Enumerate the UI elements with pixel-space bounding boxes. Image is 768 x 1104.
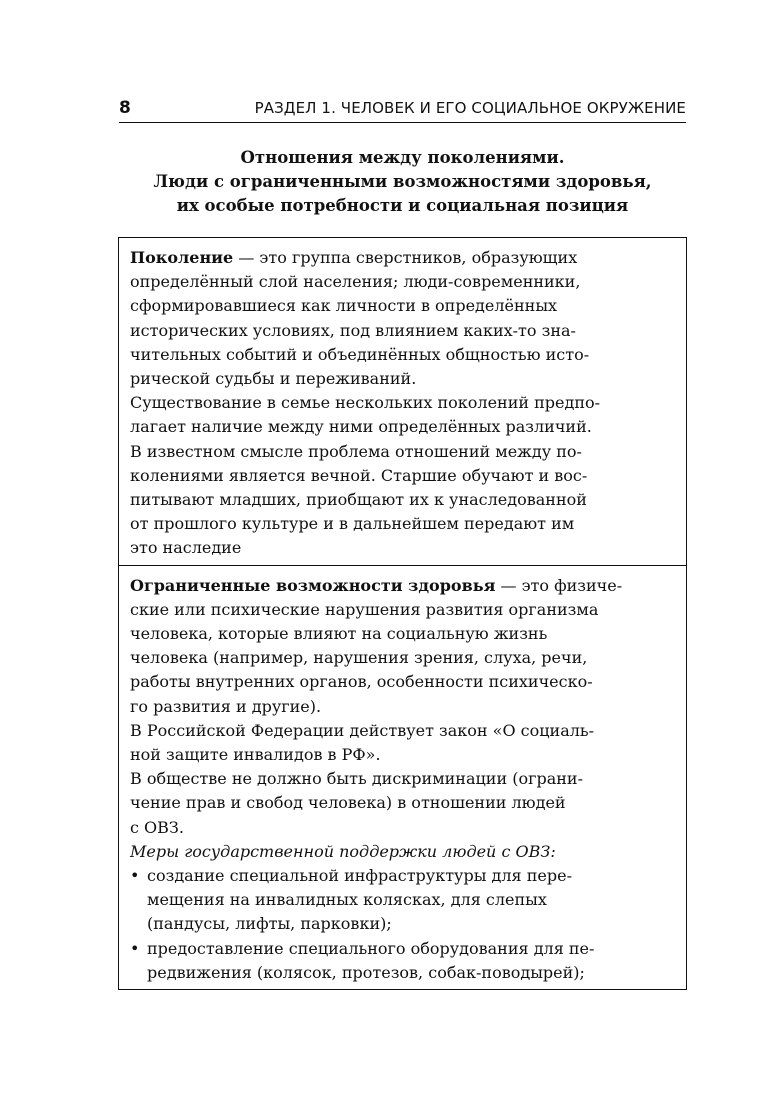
discrimination-text-line: с ОВЗ. — [130, 817, 184, 837]
page-header — [119, 92, 686, 123]
disability-definition-text: — это физиче- — [495, 575, 623, 595]
topic-heading-line: их особые потребности и социальная позиция — [176, 196, 629, 215]
law-text-line: ной защите инвалидов в РФ». — [130, 745, 381, 765]
disability-term: Ограниченные возможности здоровья — [130, 575, 496, 595]
disability-definition-line: го развития и другие). — [130, 696, 322, 716]
list-item — [130, 864, 676, 937]
generation-cell — [119, 238, 686, 565]
section-title: РАЗДЕЛ 1. ЧЕЛОВЕК И ЕГО СОЦИАЛЬНОЕ ОКРУЖЕНИЕ — [254, 99, 686, 117]
generation-definition-line: рической судьбы и переживаний. — [130, 369, 417, 389]
support-measures-heading: Меры государственной поддержки людей с ОВЗ: — [130, 841, 556, 861]
generation-definition-line: чительных событий и объединённых общностью исто- — [130, 344, 590, 364]
generation-text-line: от прошлого культуре и в дальнейшем передают им — [130, 514, 575, 534]
bullet-icon: • — [130, 866, 140, 886]
generation-definition-line — [130, 246, 676, 270]
disability-definition-line: человека, которые влияют на социальную жизнь — [130, 624, 548, 644]
generation-text-line: это наследие — [130, 538, 242, 558]
list-item-text: создание специальной инфраструктуры для пере- — [147, 866, 572, 886]
topic-heading-line: Отношения между поколениями. — [240, 148, 565, 167]
generation-definition-line: определённый слой населения; люди-современники, — [130, 272, 581, 292]
generation-text-line: лагает наличие между ними определённых различий. — [130, 417, 592, 437]
law-text-line: В Российской Федерации действует закон «О социаль- — [130, 720, 595, 740]
generation-definition-line: сформировавшиеся как личности в определённых — [130, 296, 558, 316]
topic-heading-line: Люди с ограниченными возможностями здоровья, — [153, 172, 652, 191]
page-number: 8 — [119, 98, 131, 118]
list-item-text: мещения на инвалидных колясках, для слепых — [147, 890, 547, 910]
disability-definition-line: ские или психические нарушения развития организма — [130, 599, 599, 619]
discrimination-text-line: чение прав и свобод человека) в отношении людей — [130, 793, 566, 813]
list-item-text: предоставление специального оборудования для пе- — [147, 938, 595, 958]
generation-text-line: Существование в семье нескольких поколений предпо- — [130, 393, 601, 413]
generation-text-line: питывают младших, приобщают их к унаследованной — [130, 490, 587, 510]
discrimination-text-line: В обществе не должно быть дискриминации (ограни- — [130, 769, 583, 789]
generation-term: Поколение — [130, 248, 234, 267]
bullet-icon: • — [130, 938, 140, 958]
generation-text-line: В известном смысле проблема отношений между по- — [130, 441, 582, 461]
list-item-text: редвижения (колясок, протезов, собак-поводырей); — [147, 962, 585, 982]
generation-definition-line: исторических условиях, под влиянием каких-то зна- — [130, 320, 576, 340]
support-list — [130, 864, 676, 985]
list-item — [130, 937, 676, 985]
concept-table — [118, 237, 687, 990]
disability-definition-line: работы внутренних органов, особенности психическо- — [130, 672, 593, 692]
generation-text-line: колениями является вечной. Старшие обучают и вос- — [130, 465, 588, 485]
disability-definition-line: человека (например, нарушения зрения, слуха, речи, — [130, 648, 588, 668]
generation-definition-text: — это группа сверстников, образующих — [233, 248, 578, 267]
disability-cell — [119, 565, 686, 989]
disability-definition-line — [130, 574, 676, 598]
list-item-text: (пандусы, лифты, парковки); — [147, 914, 392, 934]
topic-heading — [119, 146, 686, 218]
